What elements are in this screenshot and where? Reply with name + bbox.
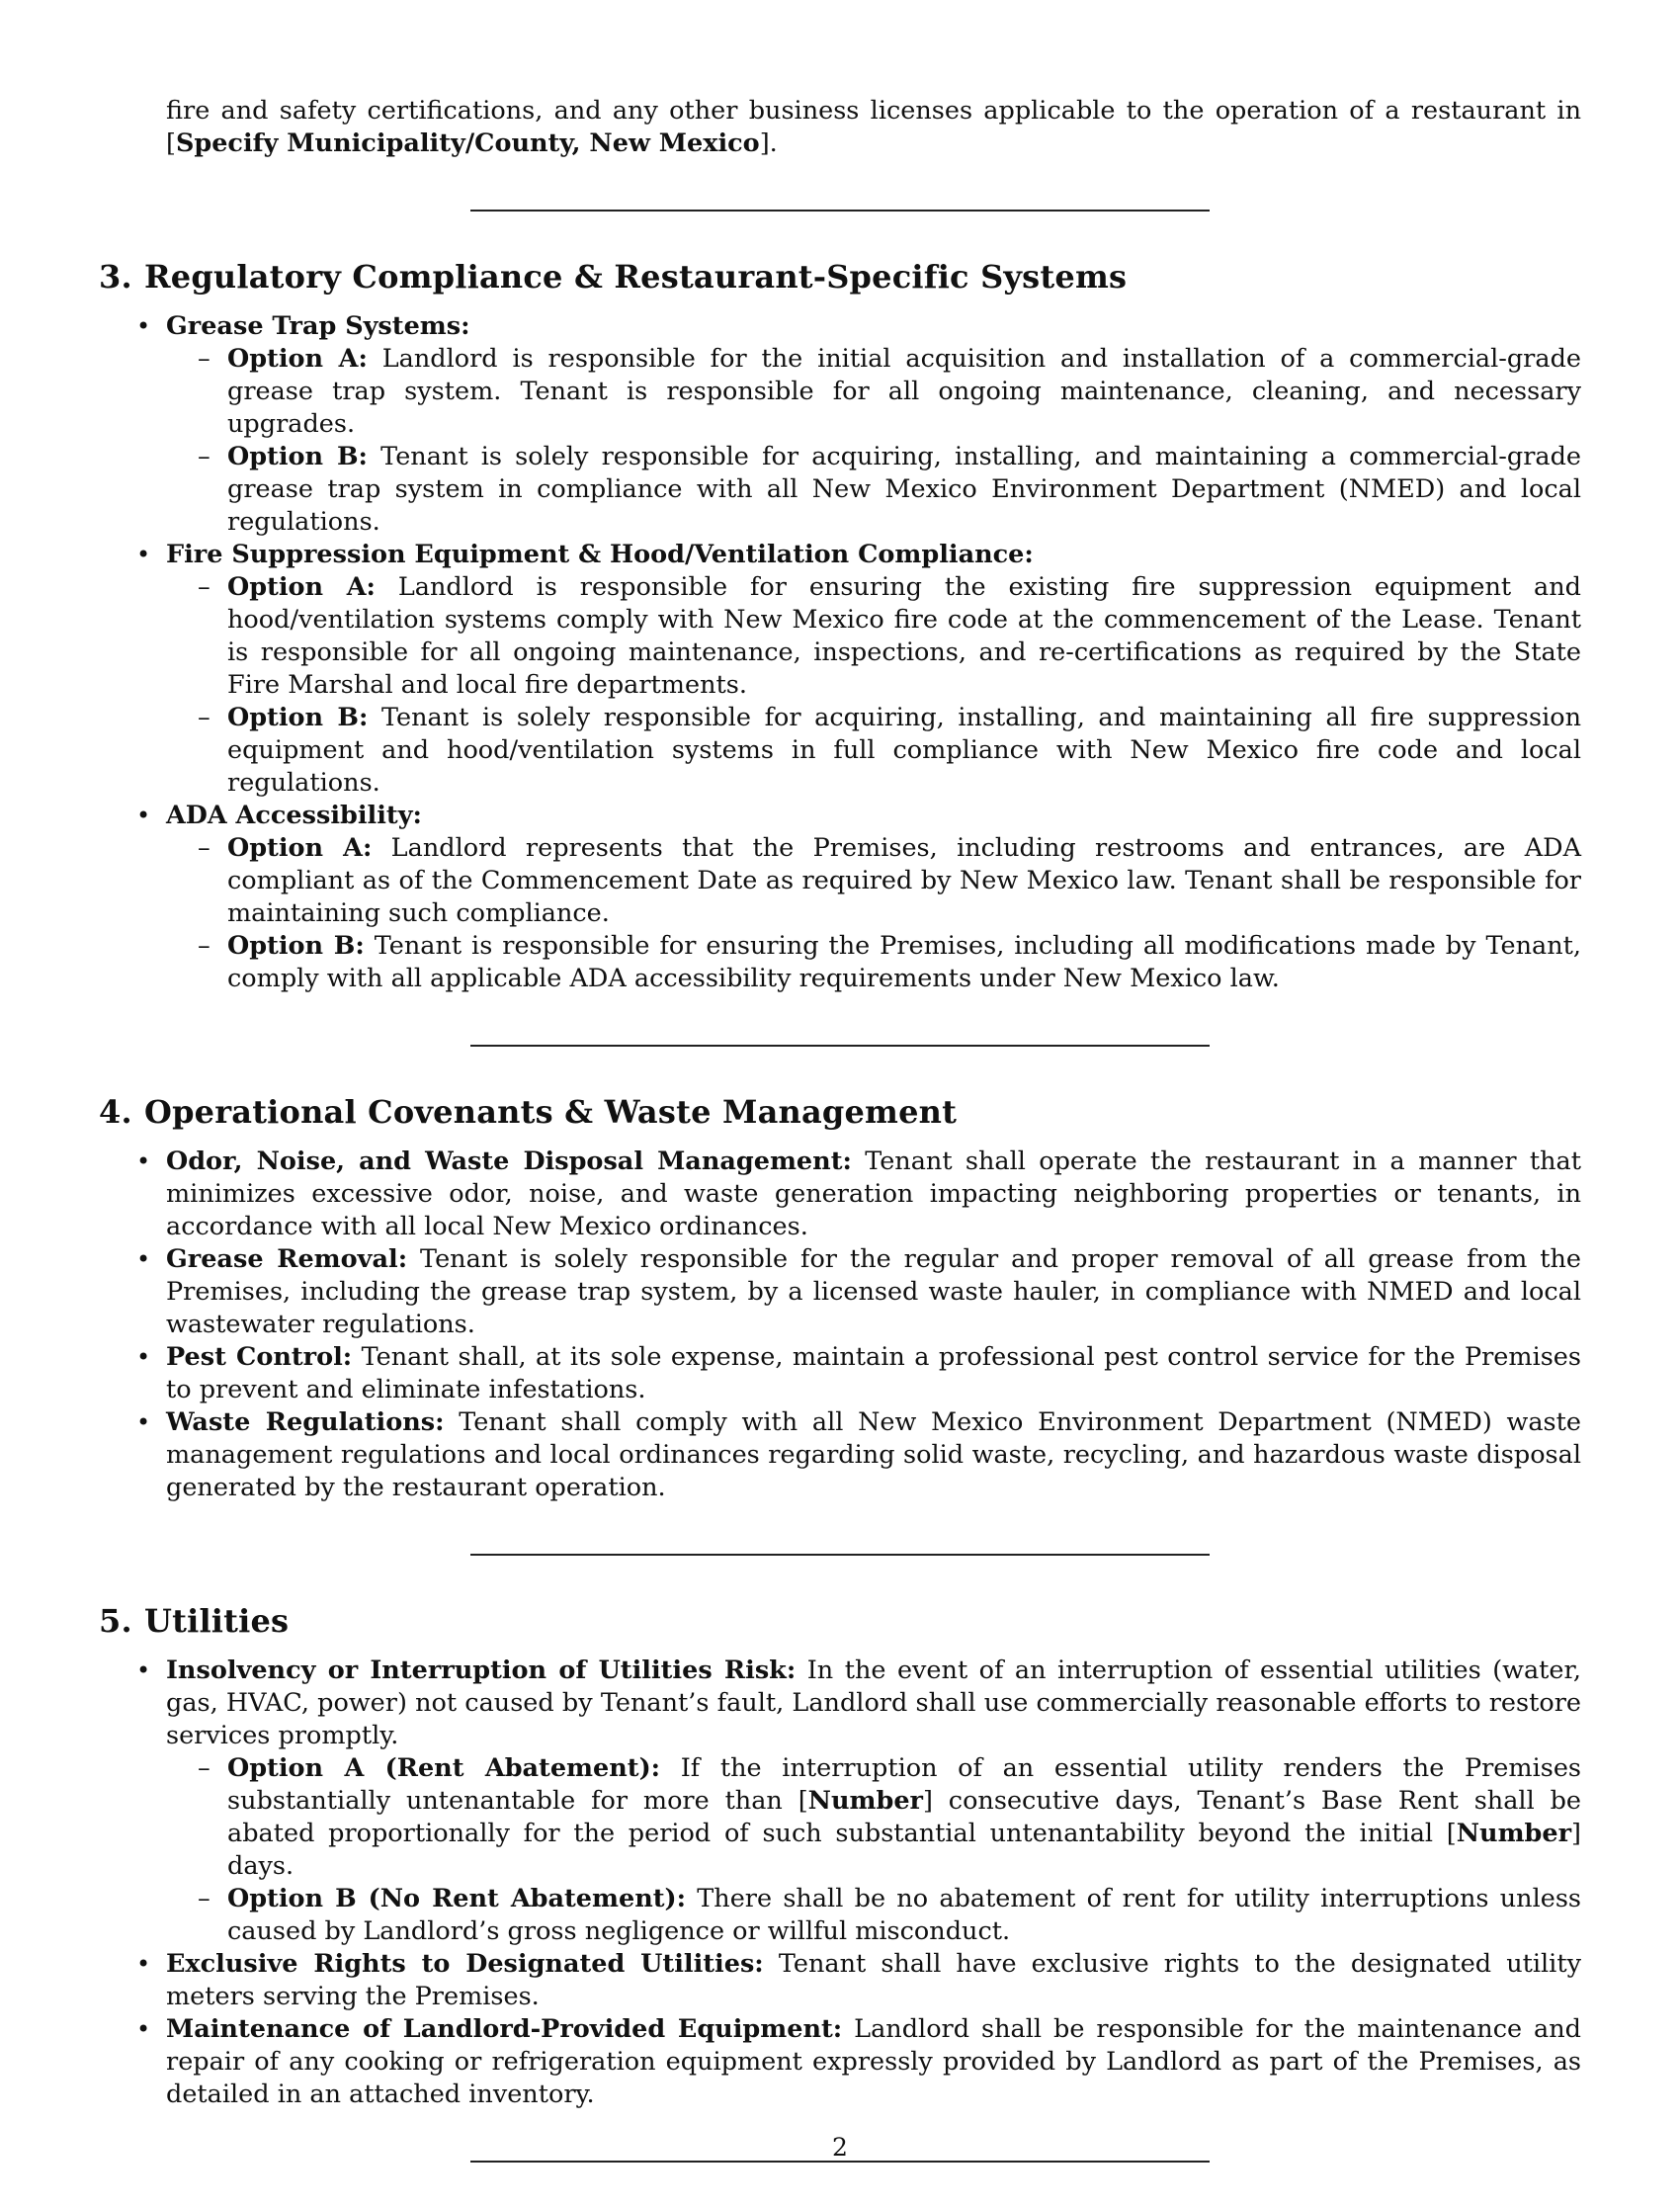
section-number: 4.	[99, 1093, 132, 1131]
item-text: Landlord shall be responsible for the maintenance and repair of any cooking or refrigeration equipment expressly provided by Landlord as part of the Premises, as detailed in an attached inventory.	[166, 2014, 1581, 2109]
item-text: Tenant shall comply with all New Mexico Environment Department (NMED) waste management regulations and local ordinances regarding solid waste, recycling, and hazardous waste disposal generated by the restaurant operation.	[166, 1407, 1581, 1502]
option-item	[227, 702, 1581, 800]
section-divider	[470, 1554, 1210, 1556]
option-list	[166, 1752, 1581, 1948]
page-number: 2	[832, 2133, 848, 2162]
section-divider	[470, 210, 1210, 212]
option-item	[227, 441, 1581, 539]
section-number: 3.	[99, 258, 132, 296]
option-list	[166, 343, 1581, 539]
intro-text: fire and safety certifications, and any other business licenses applicable to the operation of a restaurant in [	[166, 96, 1581, 158]
option-text: Landlord is responsible for ensuring the existing fire suppression equipment and hood/ventilation systems comply with New Mexico fire code at the commencement of the Lease. Tenant is responsible for all ongoing maintenance, inspections, and re-certifications as required by the State Fire Marshal and local fire departments.	[227, 572, 1582, 700]
item-label: Pest Control:	[166, 1342, 353, 1372]
option-label: Option B:	[227, 931, 365, 961]
item-text: Tenant shall operate the restaurant in a manner that minimizes excessive odor, noise, and waste generation impacting neighboring properties or tenants, in accordance with all local New Mexico ordinances.	[166, 1146, 1581, 1241]
intro-placeholder: Specify Municipality/County, New Mexico	[175, 128, 760, 158]
option-text: Tenant is solely responsible for acquiring, installing, and maintaining all fire suppression equipment and hood/ventilation systems in full compliance with New Mexico fire code and local regulations.	[227, 703, 1581, 798]
option-text: Tenant is solely responsible for acquiring, installing, and maintaining a commercial-grade grease trap system in compliance with all New Mexico Environment Department (NMED) and local regulations.	[227, 442, 1582, 537]
item-text: Tenant shall have exclusive rights to the designated utility meters serving the Premises.	[166, 1949, 1581, 2011]
sections-container	[99, 257, 1581, 2163]
section-number: 5.	[99, 1602, 132, 1640]
section-title: Regulatory Compliance & Restaurant-Specific Systems	[144, 258, 1128, 296]
item-text: In the event of an interruption of essential utilities (water, gas, HVAC, power) not caused by Tenant’s fault, Landlord shall use commercially reasonable efforts to restore services promptly.	[166, 1656, 1581, 1750]
item-text: Tenant shall, at its sole expense, maintain a professional pest control service for the Premises to prevent and eliminate infestations.	[166, 1342, 1581, 1404]
list-item	[166, 2013, 1581, 2111]
item-label: Odor, Noise, and Waste Disposal Management:	[166, 1146, 852, 1176]
item-label: Waste Regulations:	[166, 1407, 445, 1437]
list-item	[166, 1655, 1581, 1948]
option-list	[166, 571, 1581, 800]
section-heading	[99, 1601, 1581, 1641]
intro-tail: ].	[759, 128, 778, 158]
option-label: Option A:	[227, 344, 368, 374]
item-label: Grease Removal:	[166, 1244, 408, 1274]
bullet-list	[99, 1146, 1581, 1504]
item-label: Fire Suppression Equipment & Hood/Ventilation Compliance:	[166, 540, 1034, 569]
option-text: Landlord represents that the Premises, including restrooms and entrances, are ADA compliant as of the Commencement Date as required by New Mexico law. Tenant shall be responsible for maintaining such compliance.	[227, 833, 1581, 928]
section-heading	[99, 1092, 1581, 1132]
option-text: Landlord is responsible for the initial acquisition and installation of a commercial-grade grease trap system. Tenant is responsible for all ongoing maintenance, cleaning, and necessary upgrades.	[227, 344, 1581, 439]
list-item	[166, 1243, 1581, 1341]
list-item	[166, 539, 1581, 800]
option-item	[227, 930, 1581, 995]
section-divider	[470, 1045, 1210, 1047]
bullet-list	[99, 1655, 1581, 2111]
option-item	[227, 343, 1581, 441]
item-label: ADA Accessibility:	[166, 801, 422, 830]
item-label: Exclusive Rights to Designated Utilities:	[166, 1949, 764, 1979]
option-label: Option B:	[227, 703, 369, 732]
placeholder-number: Number	[807, 1786, 923, 1816]
option-item	[227, 1752, 1581, 1883]
list-item	[166, 310, 1581, 539]
section-title: Operational Covenants & Waste Management	[144, 1093, 958, 1131]
list-item	[166, 1341, 1581, 1406]
section-heading	[99, 257, 1581, 297]
option-label: Option A:	[227, 572, 376, 602]
option-list	[166, 832, 1581, 995]
option-label: Option A:	[227, 833, 373, 863]
item-label: Grease Trap Systems:	[166, 311, 470, 341]
placeholder-number: Number	[1456, 1819, 1572, 1848]
option-label: Option B:	[227, 442, 368, 471]
list-item	[166, 1948, 1581, 2013]
section-title: Utilities	[144, 1602, 290, 1640]
intro-paragraph	[166, 95, 1581, 160]
page-content	[99, 95, 1581, 2208]
bullet-list	[99, 310, 1581, 995]
option-label: Option B (No Rent Abatement):	[227, 1884, 687, 1913]
option-label: Option A (Rent Abatement):	[227, 1753, 661, 1783]
list-item	[166, 800, 1581, 995]
option-text: There shall be no abatement of rent for utility interruptions unless caused by Landlord’s gross negligence or willful misconduct.	[227, 1884, 1581, 1946]
option-item	[227, 1883, 1581, 1948]
list-item	[166, 1406, 1581, 1504]
item-label: Insolvency or Interruption of Utilities Risk:	[166, 1656, 797, 1685]
option-item	[227, 832, 1581, 930]
option-item	[227, 571, 1581, 702]
list-item	[166, 1146, 1581, 1243]
item-text: Tenant is solely responsible for the regular and proper removal of all grease from the Premises, including the grease trap system, by a licensed waste hauler, in compliance with NMED and local wastewater regulations.	[166, 1244, 1581, 1339]
item-label: Maintenance of Landlord-Provided Equipment:	[166, 2014, 843, 2044]
option-text: Tenant is responsible for ensuring the Premises, including all modifications made by Tenant, comply with all applicable ADA accessibility requirements under New Mexico law.	[227, 931, 1581, 993]
option-text: If the interruption of an essential utility renders the Premises substantially untenantable for more than [Number] consecutive days, Tenant’s Base Rent shall be abated proportionally for the period of such substantial untenantability beyond the initial [Number] days.	[227, 1753, 1581, 1881]
